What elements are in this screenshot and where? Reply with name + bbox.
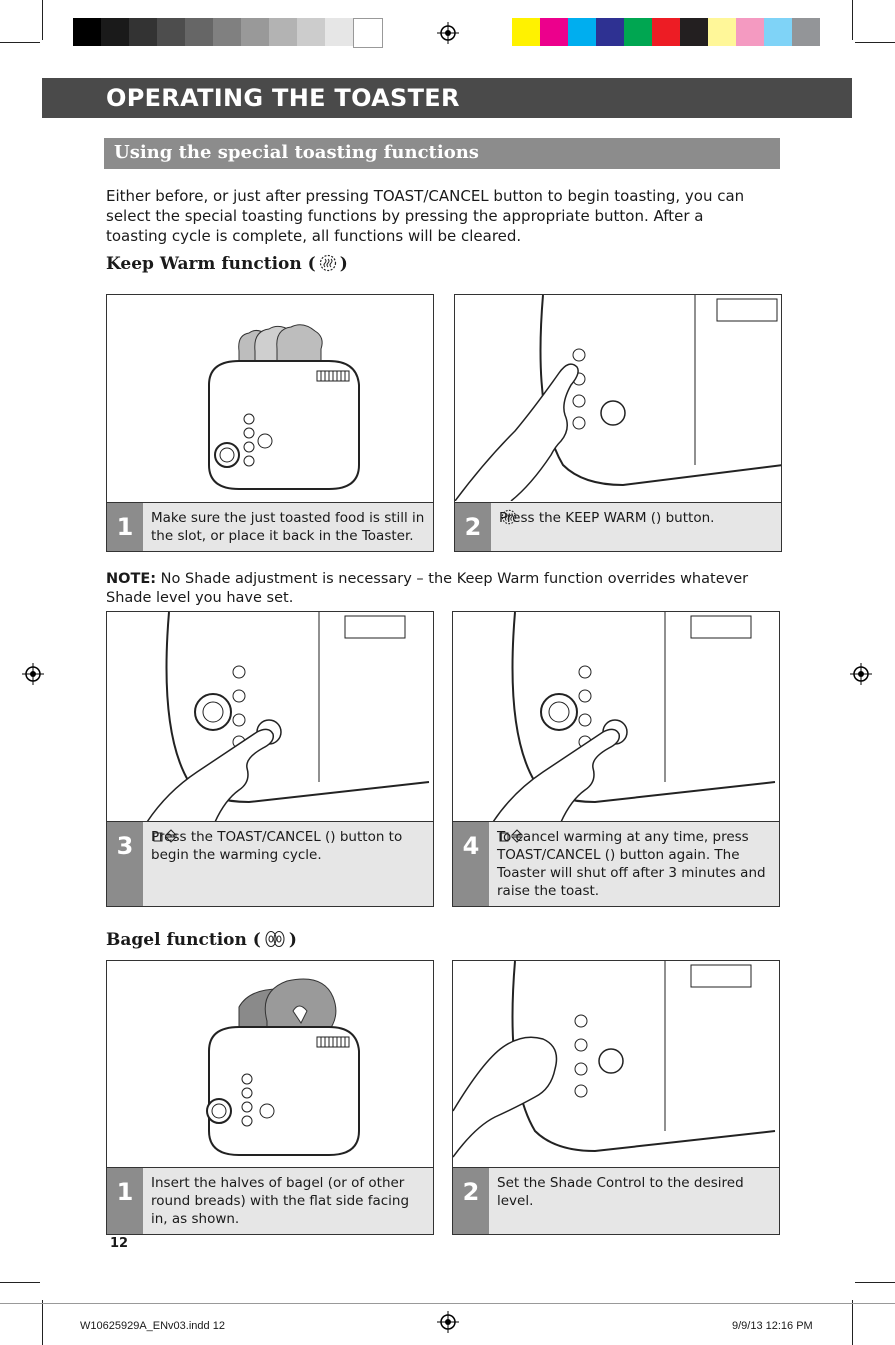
color-swatch (512, 18, 540, 46)
section-title-bar (104, 138, 780, 169)
step-text: Press the TOAST/CANCEL ( ) button to begin the warming cycle. (151, 829, 403, 863)
step-text: Make sure the just toasted food is still in the slot, or place it back in the Toaster. (151, 510, 425, 544)
crop-mark (0, 42, 40, 43)
color-swatch (540, 18, 568, 46)
registration-mark-icon (850, 663, 872, 685)
toast-cancel-icon (499, 828, 525, 844)
color-swatch (624, 18, 652, 46)
step-panel-keep-warm-4 (452, 611, 780, 907)
color-swatch (353, 18, 383, 48)
color-swatch (568, 18, 596, 46)
registration-mark-icon (437, 22, 459, 44)
section-title: Using the special toasting functions (114, 142, 479, 163)
step-panel-bagel-1 (106, 960, 434, 1235)
step-caption (107, 502, 433, 551)
color-swatch (596, 18, 624, 46)
bagel-icon (264, 930, 286, 948)
page-number: 12 (110, 1236, 129, 1251)
date-slug: 9/9/13 12:16 PM (732, 1320, 813, 1332)
step-number: 4 (453, 822, 489, 906)
color-swatch (241, 18, 269, 46)
crop-mark (852, 0, 853, 40)
note (106, 570, 796, 608)
note-text: No Shade adjustment is necessary – the Keep Warm function overrides whatever Shade level you have set. (106, 571, 749, 606)
press-toast-cancel-again-illustration (453, 612, 779, 822)
crop-mark (855, 1282, 895, 1283)
press-toast-cancel-illustration (107, 612, 433, 822)
keep-warm-heading: Keep Warm function ( ) (106, 254, 348, 274)
color-swatch (213, 18, 241, 46)
step-number: 1 (107, 1168, 143, 1234)
crop-mark (42, 0, 43, 40)
page-title: OPERATING THE TOASTER (106, 84, 460, 112)
color-swatch (101, 18, 129, 46)
keep-warm-icon (501, 509, 517, 525)
toaster-with-bagel-illustration (107, 961, 433, 1167)
registration-mark-icon (22, 663, 44, 685)
step-caption (107, 821, 433, 906)
step-caption (107, 1167, 433, 1234)
step-panel-bagel-2 (452, 960, 780, 1235)
step-text: Set the Shade Control to the desired level. (497, 1175, 744, 1209)
step-number: 1 (107, 503, 143, 551)
step-caption (453, 1167, 779, 1234)
color-swatch (325, 18, 353, 46)
step-number: 3 (107, 822, 143, 906)
crop-mark (855, 42, 895, 43)
color-swatch (792, 18, 820, 46)
page-title-bar (42, 78, 852, 118)
step-text: Press the KEEP WARM ( ) button. (499, 510, 715, 526)
crop-mark (0, 1303, 895, 1304)
keep-warm-icon (319, 254, 337, 272)
toaster-with-toast-illustration (107, 295, 433, 501)
step-panel-keep-warm-2 (454, 294, 782, 552)
color-swatch (73, 18, 101, 46)
press-keep-warm-illustration (455, 295, 781, 501)
step-number: 2 (455, 503, 491, 551)
color-swatch (652, 18, 680, 46)
toast-cancel-icon (153, 828, 179, 844)
step-caption (453, 821, 779, 906)
color-swatch (736, 18, 764, 46)
step-caption (455, 502, 781, 551)
step-panel-keep-warm-1 (106, 294, 434, 552)
color-swatch (764, 18, 792, 46)
color-swatch (185, 18, 213, 46)
step-text: To cancel warming at any time, press TOAST/CANCEL ( ) button again. The Toaster will shut off after 3 minutes and raise the toast. (497, 829, 766, 899)
step-number: 2 (453, 1168, 489, 1234)
crop-mark (0, 1282, 40, 1283)
color-swatch (269, 18, 297, 46)
color-swatch (297, 18, 325, 46)
color-swatch (708, 18, 736, 46)
note-label: NOTE: (106, 571, 157, 587)
registration-mark-icon (437, 1311, 459, 1333)
color-swatch (157, 18, 185, 46)
step-panel-keep-warm-3 (106, 611, 434, 907)
set-shade-control-illustration (453, 961, 779, 1167)
crop-mark (852, 1300, 853, 1345)
intro-paragraph: Either before, or just after pressing TOAST/CANCEL button to begin toasting, you can select the special toasting functions by pressing the appropriate button. After a toasting cycle is complete, all functions will be cleared. (106, 187, 745, 245)
step-text: Insert the halves of bagel (or of other round breads) with the flat side facing in, as shown. (151, 1175, 410, 1227)
bagel-heading: Bagel function ( ) (106, 930, 297, 950)
file-slug: W10625929A_ENv03.indd 12 (80, 1320, 225, 1332)
color-swatch (129, 18, 157, 46)
crop-mark (42, 1300, 43, 1345)
color-swatch (680, 18, 708, 46)
